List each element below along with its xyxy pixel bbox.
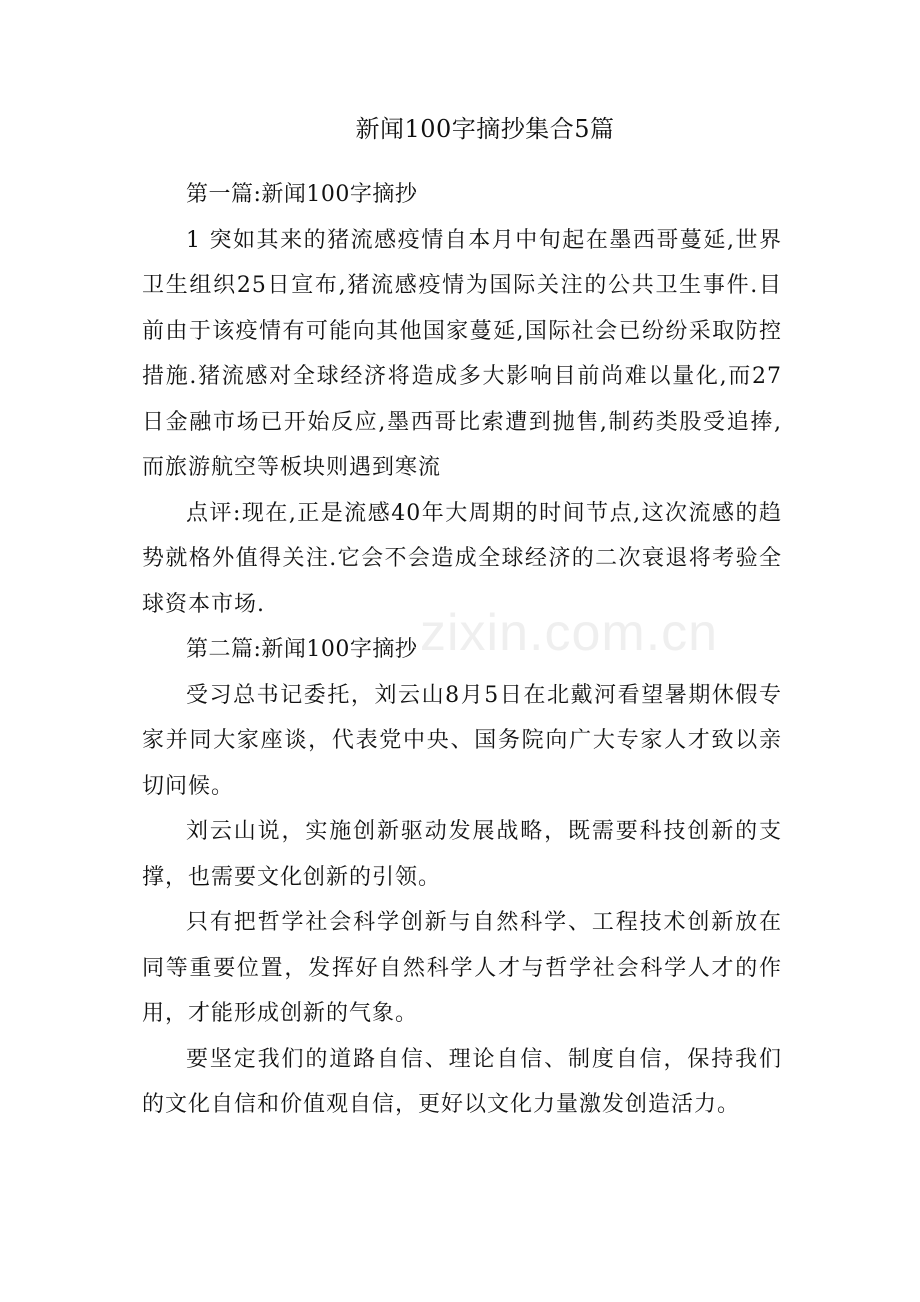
paragraph-news-2a: 受习总书记委托，刘云山8月5日在北戴河看望暑期休假专家并同大家座谈，代表党中央、国务院向广大专家人才致以亲切问候。 <box>142 682 782 799</box>
paragraph-news-2c: 只有把哲学社会科学创新与自然科学、工程技术创新放在同等重要位置，发挥好自然科学人才与哲学社会科学人才的作用，才能形成创新的气象。 <box>142 910 782 1026</box>
section-heading-2: 第二篇:新闻100字摘抄 <box>186 637 418 662</box>
document-title: 新闻100字摘抄集合5篇 <box>355 115 615 143</box>
paragraph-news-2d: 要坚定我们的道路自信、理论自信、制度自信，保持我们的文化自信和价值观自信，更好以文化力量激发创造活力。 <box>142 1046 782 1117</box>
paragraph-news-1: 1 突如其来的猪流感疫情自本月中旬起在墨西哥蔓延,世界卫生组织25日宣布,猪流感疫情为国际关注的公共卫生事件.目前由于该疫情有可能向其他国家蔓延,国际社会已纷纷采取防控措施.猪流感对全球经济将造成多大影响目前尚难以量化,而27日金融市场已开始反应,墨西哥比索遭到抛售,制药类股受追捧,而旅游航空等板块则遇到寒流 <box>142 227 782 480</box>
section-heading-1: 第一篇:新闻100字摘抄 <box>186 182 418 207</box>
paragraph-news-2b: 刘云山说，实施创新驱动发展战略，既需要科技创新的支撑，也需要文化创新的引领。 <box>142 819 782 890</box>
paragraph-comment: 点评:现在,正是流感40年大周期的时间节点,这次流感的趋势就格外值得关注.它会不会造成全球经济的二次衰退将考验全球资本市场. <box>142 500 782 617</box>
site-watermark: zixin.com.cn <box>420 604 719 662</box>
